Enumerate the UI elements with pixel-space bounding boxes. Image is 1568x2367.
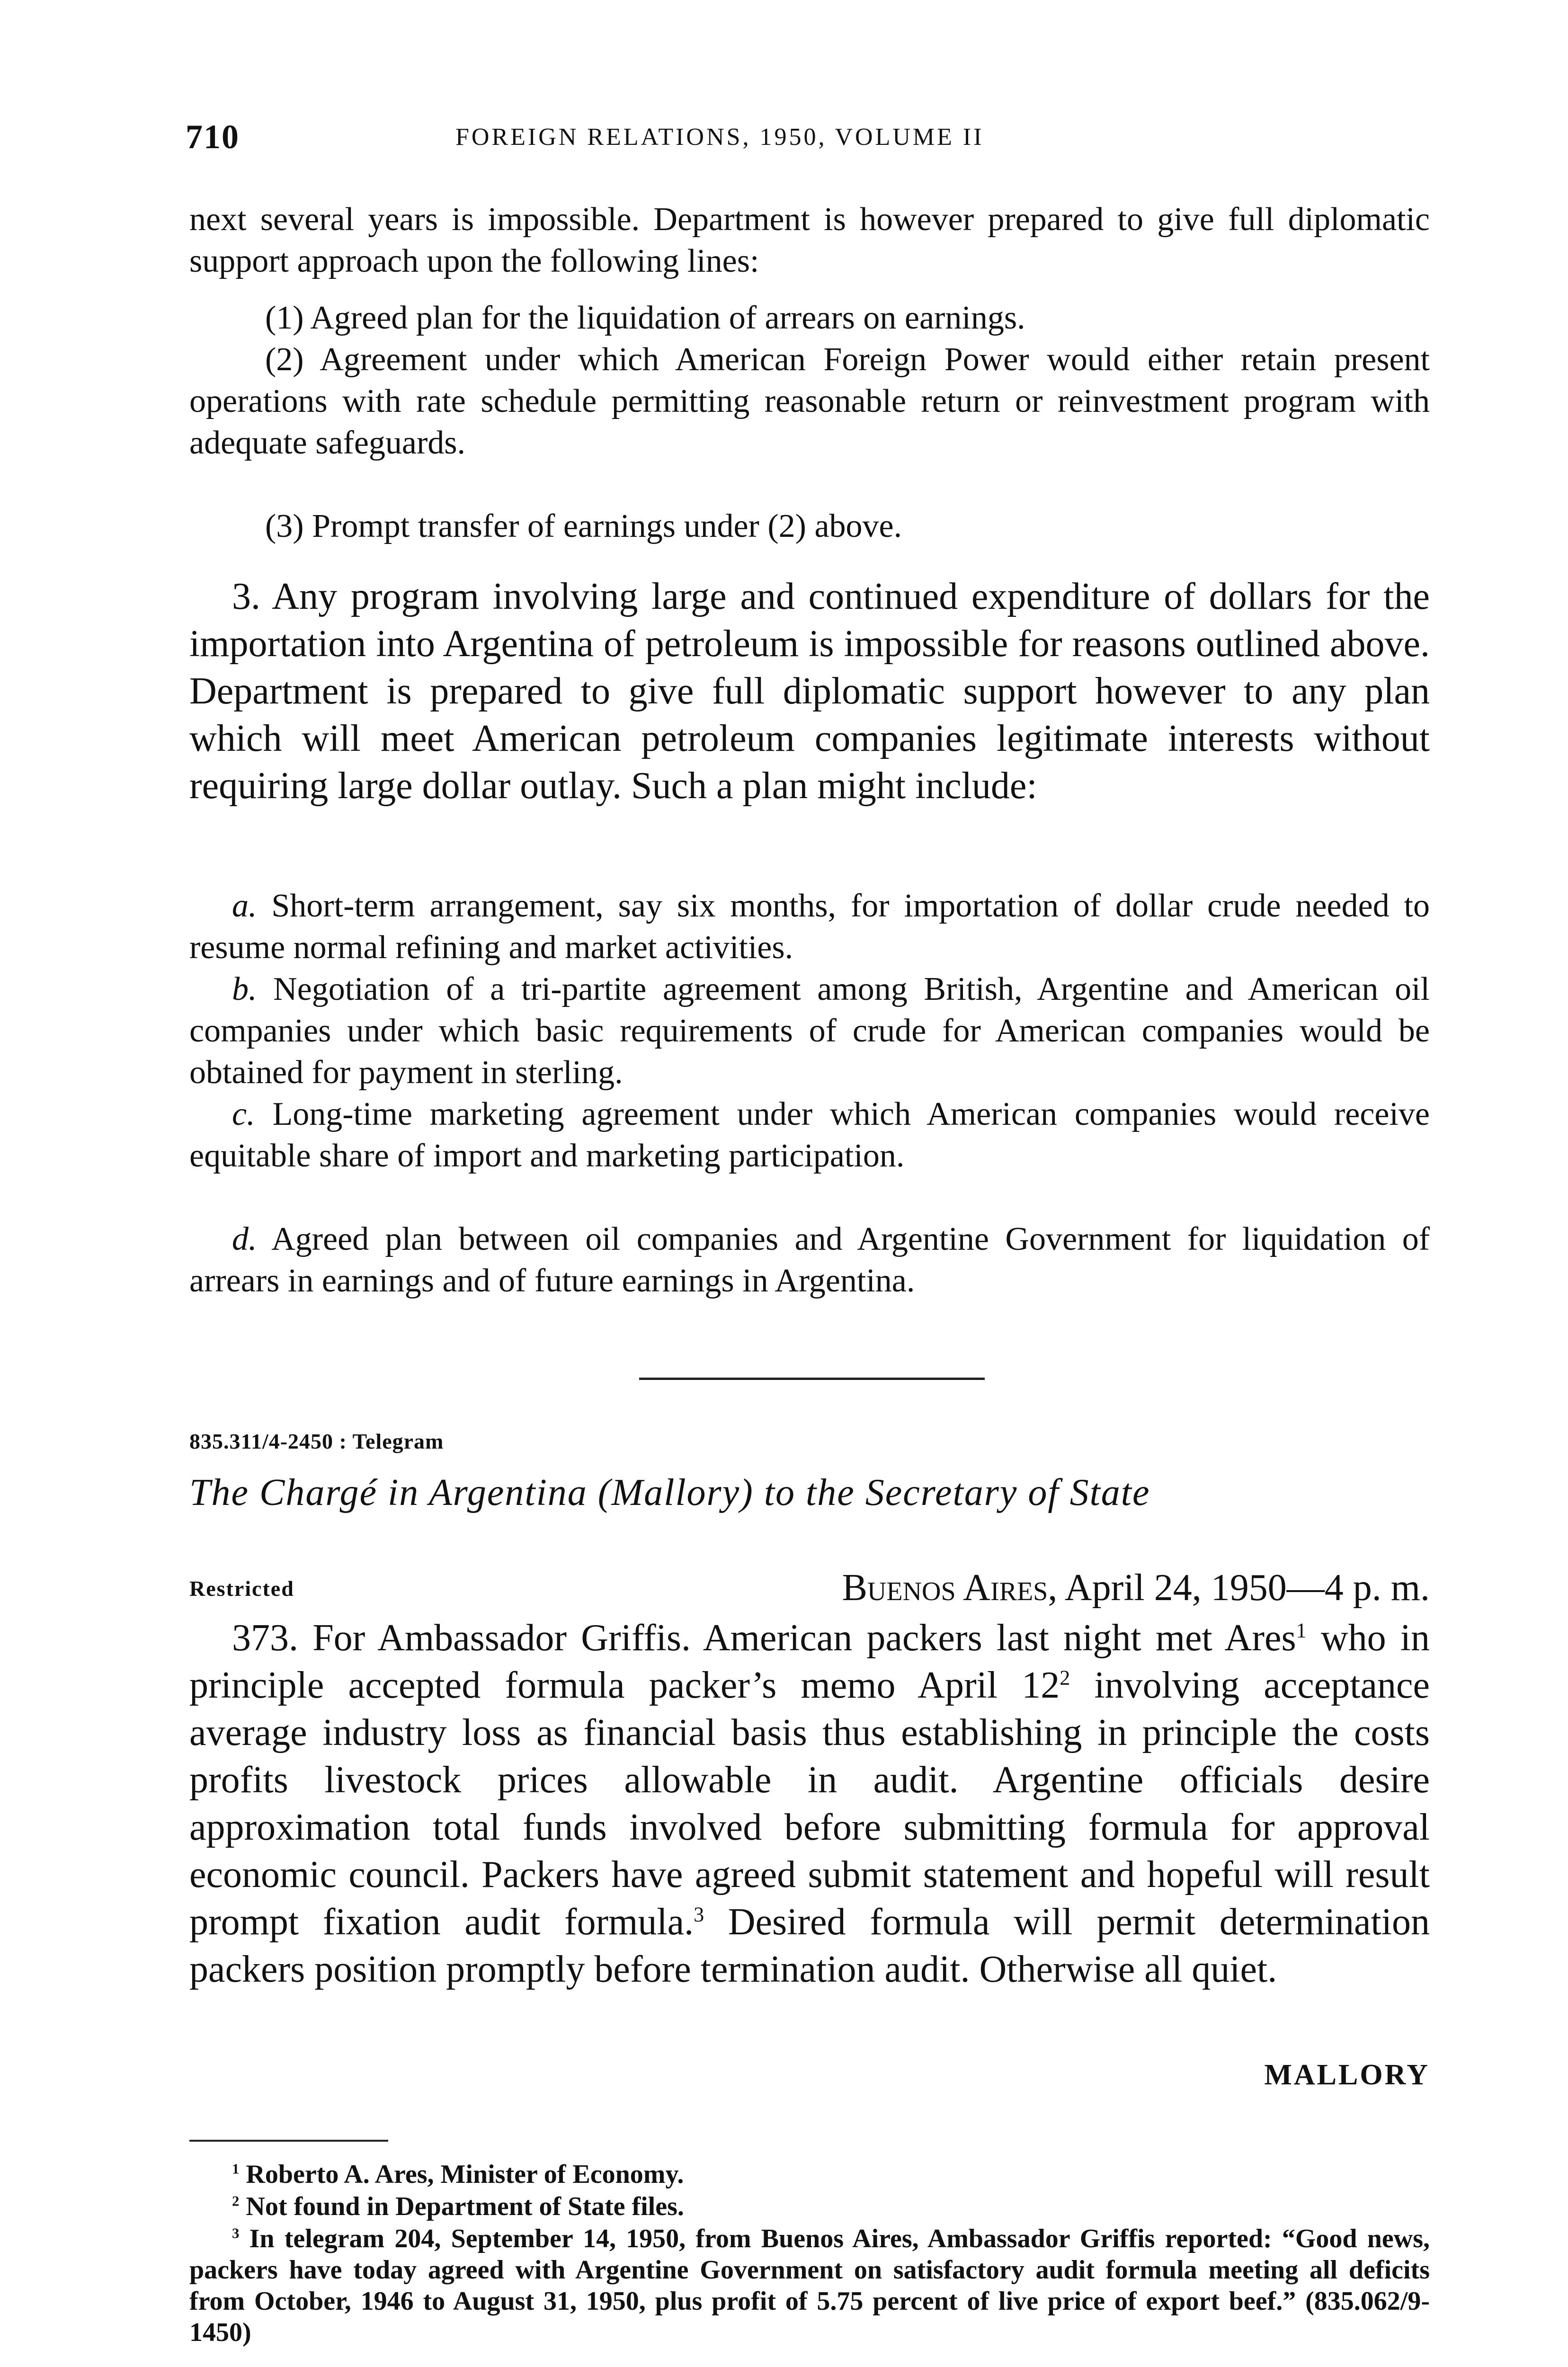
dateline-place: Buenos Aires — [842, 1567, 1048, 1609]
option-c-letter: c. — [232, 1096, 255, 1132]
dateline-row — [189, 1562, 1430, 1610]
footnote-1-mark: 1 — [232, 2161, 240, 2177]
classification-label: Restricted — [189, 1576, 294, 1601]
footnote-3-text: In telegram 204, September 14, 1950, from Buenos Aires, Ambassador Griffis reported: “Good news, packers have today agreed with Argentine Government on satisfactory audit formula meeting all deficits from October, 1946 to August 31, 1950, plus profit of 5.75 percent of live price of export beef.” (835.062/9-1450) — [189, 2224, 1430, 2347]
telegram-body-part-4: Desired formula will permit determination packers position promptly before termination audit. Otherwise all quiet. — [189, 1901, 1430, 1990]
telegram-body-part-2: who in principle accepted formula packer’s memo April 12 — [189, 1617, 1430, 1706]
footnote-2-text: Not found in Department of State files. — [239, 2192, 684, 2221]
signature: MALLORY — [1264, 2059, 1430, 2091]
continuation-paragraph: next several years is impossible. Department is however prepared to give full diplomatic support approach upon the following lines: — [189, 201, 1430, 279]
paragraph-3: 3. Any program involving large and continued expenditure of dollars for the importation into Argentina of petroleum is impossible for reasons outlined above. Department is prepared to give full diplomatic support however to any plan which will meet American petroleum companies legitimate interests without requiring large dollar outlay. Such a plan might include: — [189, 576, 1430, 807]
option-d — [189, 1219, 1430, 1302]
list-item-1: (1) Agreed plan for the liquidation of arrears on earnings. — [265, 300, 1025, 336]
footnote-ref-1: 1 — [1296, 1619, 1307, 1642]
footnote-1 — [189, 2159, 1430, 2190]
option-b-text: Negotiation of a tri-partite agreement among British, Argentine and American oil companies under which basic requirements of crude for American companies would be obtained for payment in sterling. — [189, 971, 1430, 1091]
running-head: FOREIGN RELATIONS, 1950, VOLUME II — [455, 124, 984, 151]
footnote-2 — [189, 2191, 1430, 2222]
telegram-title: The Chargé in Argentina (Mallory) to the Secretary of State — [189, 1472, 1150, 1513]
footnote-1-text: Roberto A. Ares, Minister of Economy. — [239, 2160, 684, 2189]
dateline-time: , April 24, 1950—4 p. m. — [1048, 1567, 1430, 1609]
footnote-ref-3: 3 — [694, 1903, 704, 1926]
footnote-3 — [189, 2223, 1430, 2348]
section-divider — [639, 1378, 985, 1380]
footnote-2-mark: 2 — [232, 2193, 240, 2209]
list-item-2: (2) Agreement under which American Foreign Power would either retain present operations with rate schedule permitting reasonable return or reinvestment program with adequate safeguards. — [189, 341, 1430, 461]
option-a-letter: a. — [232, 888, 257, 924]
dateline — [842, 1566, 1430, 1610]
option-d-letter: d. — [232, 1221, 257, 1257]
option-a — [189, 885, 1430, 969]
page-number: 710 — [186, 118, 240, 156]
option-a-text: Short-term arrangement, say six months, for importation of dollar crude needed to resume normal refining and market activities. — [189, 888, 1430, 966]
telegram-body-part-3: involving acceptance average industry loss as financial basis thus establishing in principle the costs profits livestock prices allowable in audit. Argentine officials desire approximation total funds involved before submitting formula for approval economic council. Packers have agreed submit statement and hopeful will result prompt fixation audit formula. — [189, 1664, 1430, 1943]
option-b-letter: b. — [232, 971, 257, 1007]
option-c — [189, 1094, 1430, 1177]
telegram-body-part-1: 373. For Ambassador Griffis. American packers last night met Ares — [232, 1617, 1296, 1659]
document-file-number: 835.311/4-2450 : Telegram — [189, 1429, 444, 1453]
option-c-text: Long-time marketing agreement under which American companies would receive equitable share of import and marketing participation. — [189, 1096, 1430, 1174]
footnote-3-mark: 3 — [232, 2225, 240, 2242]
option-d-text: Agreed plan between oil companies and Argentine Government for liquidation of arrears in earnings and of future earnings in Argentina. — [189, 1221, 1430, 1299]
page-header — [186, 117, 1435, 155]
option-b — [189, 969, 1430, 1094]
telegram-body — [189, 1614, 1430, 1993]
list-item-3: (3) Prompt transfer of earnings under (2) above. — [265, 508, 902, 544]
footnote-divider — [189, 2140, 388, 2142]
footnote-ref-2: 2 — [1060, 1666, 1070, 1690]
